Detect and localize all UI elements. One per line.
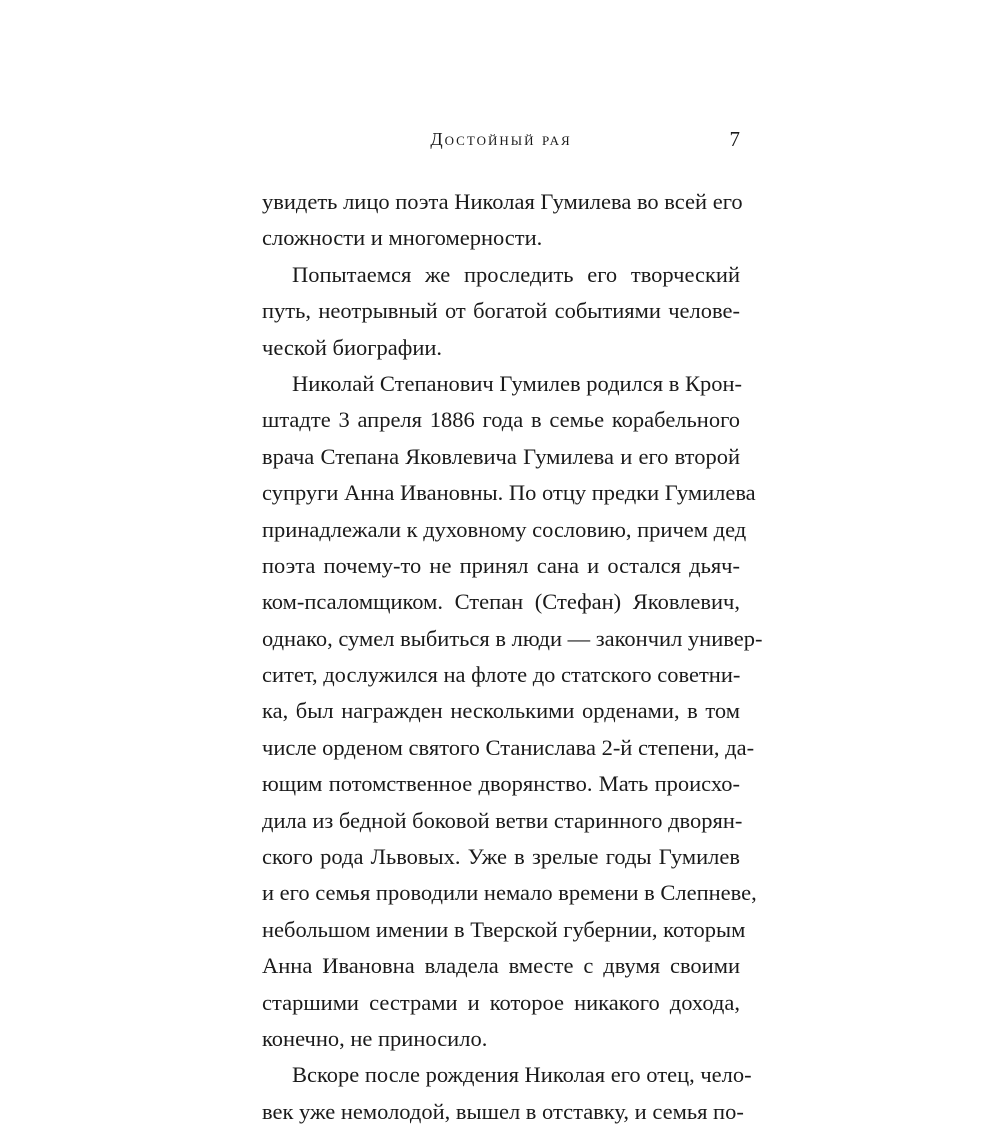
running-head [262, 124, 740, 154]
text-line: и его семья проводили немало времени в Слепневе, [262, 880, 757, 906]
text-line: штадте 3 апреля 1886 года в семье корабельного [262, 407, 740, 433]
text-line: числе орденом святого Станислава 2-й степени, да- [262, 734, 755, 760]
text-line: увидеть лицо поэта Николая Гумилева во всей его [262, 189, 743, 214]
text-line: Вскоре после рождения Николая его отец, чело- [292, 1062, 752, 1088]
body-text [262, 184, 763, 1130]
text-line: поэта почему-то не принял сана и остался дьяч- [262, 552, 740, 578]
text-line: ского рода Львовых. Уже в зрелые годы Гумилев [262, 844, 740, 870]
text-line: супруги Анна Ивановны. По отцу предки Гумилева [262, 480, 756, 506]
text-line: Попытаемся же проследить его творческий [292, 261, 740, 287]
text-line: однако, сумел выбиться в люди — закончил универ- [262, 625, 763, 651]
text-line: путь, неотрывный от богатой событиями челове- [262, 298, 740, 324]
text-line: ка, был награжден несколькими орденами, в том [262, 698, 740, 724]
text-line: сложности и многомерности. [262, 225, 543, 251]
text-line: ситет, дослужился на флоте до статского советни- [262, 662, 741, 688]
text-line: принадлежали к духовному сословию, причем дед [262, 516, 747, 542]
text-line: старшими сестрами и которое никакого дохода, [262, 989, 740, 1015]
text-line: ком-псаломщиком. Степан (Стефан) Яковлевич, [262, 589, 740, 615]
text-line: век уже немолодой, вышел в отставку, и семья по- [262, 1098, 744, 1124]
text-line: конечно, не приносило. [262, 1025, 488, 1051]
text-line: небольшом имении в Тверской губернии, которым [262, 916, 746, 942]
page-number: 7 [729, 127, 740, 151]
text-line: врача Степана Яковлевича Гумилева и его второй [262, 443, 740, 469]
text-line: ющим потомственное дворянство. Мать происхо- [262, 771, 740, 797]
text-line: дила из бедной боковой ветви старинного дворян- [262, 807, 743, 833]
running-title: Достойный рая [430, 129, 572, 149]
text-line: Николай Степанович Гумилев родился в Крон- [292, 370, 743, 396]
text-line: ческой биографии. [262, 334, 443, 360]
text-line: Анна Ивановна владела вместе с двумя своими [262, 953, 740, 979]
